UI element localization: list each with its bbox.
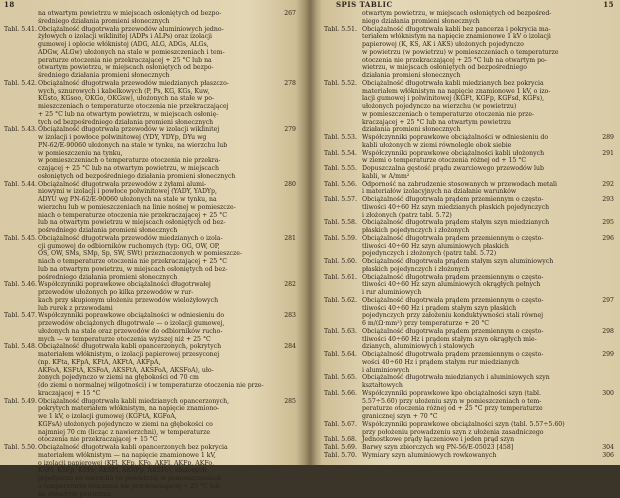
entry-description-line: Obciążalność długotrwała przewodów miedzianych o izola-	[38, 235, 270, 243]
table-of-contents-entry	[316, 274, 620, 297]
table-of-contents-entry	[316, 374, 620, 390]
entry-description-line: kach przy skupionym ułożeniu przewodów wielożyłowych	[38, 297, 270, 305]
entry-description-line: 5.57÷5.60) przy ułożeniu szyn w pomieszczeniach o tem-	[362, 398, 592, 406]
table-of-contents-entry	[316, 134, 620, 150]
entry-description-line: tliwości 40÷60 Hz szyn miedzianych płaskich pojedynczych	[362, 204, 592, 212]
entry-description-line: kształtowych	[362, 382, 592, 390]
entry-description-line: niach o temperaturze otoczenia nie przekraczającej + 25 °C	[38, 258, 270, 266]
entry-description-line: Obciążalność długotrwała prądem przemiennym o często-	[362, 297, 592, 305]
entry-description-line: średniego działania promieni słonecznych	[38, 72, 270, 80]
left-page	[0, 0, 304, 465]
entry-table-number: Tabl. 5.64.	[324, 351, 357, 359]
entry-description-line: PN-62/E-90060 ułożonych na stale w tynku, na wierzchu lub	[38, 142, 270, 150]
entry-description	[362, 452, 592, 460]
entry-description-line: na otwartym powietrzu	[38, 491, 270, 498]
entry-table-number: Tabl. 5.57.	[324, 196, 357, 204]
entry-description-line: 6 m/(Ω·mm²) przy temperaturze + 20 °C	[362, 320, 592, 328]
entry-table-number: Tabl. 5.50.	[4, 444, 37, 452]
entry-table-number: Tabl. 5.53.	[324, 134, 357, 142]
entry-table-number: Tabl. 5.60.	[324, 258, 357, 266]
entry-description-line: lub rurek z przewodami	[38, 305, 270, 313]
entry-description	[362, 274, 592, 297]
entry-description-line: lub na otwartym powietrzu, w miejscach osłoniętych od bez-	[38, 266, 270, 274]
entry-description-line: Obciążalność długotrwała przewodów w izolacji wiklinitej	[38, 126, 270, 134]
entry-description-line: mych — w temperaturze otoczenia wyższej niż + 25 °C	[38, 336, 270, 344]
table-of-contents-entry	[0, 343, 304, 397]
entry-page-number: 281	[284, 235, 296, 243]
entry-description-line: na otwartym powietrzu w miejscach osłoniętych od bezpo-	[38, 10, 270, 18]
entry-description	[362, 374, 592, 390]
entry-page-number: 289	[602, 134, 614, 142]
entry-description	[362, 351, 592, 374]
entry-table-number: Tabl. 5.41.	[4, 26, 37, 34]
entry-description-line: i aluminiowych	[362, 367, 592, 375]
entry-description	[38, 181, 270, 235]
entry-description-line: materiałem włóknistym, o izolacji papierowej przesyconej	[38, 351, 270, 359]
entry-description-line: przy położeniu prowadzeniu szyn z ułożenia zasadniczego	[362, 429, 592, 437]
table-of-contents-entry	[316, 10, 620, 26]
table-of-contents-entry	[316, 390, 620, 421]
table-of-contents-entry	[316, 421, 620, 437]
entry-description-line: otwartym powietrzu, w miejscach osłoniętych od bezpo-	[38, 64, 270, 72]
entry-description	[38, 80, 270, 127]
entry-description	[362, 297, 592, 328]
table-of-contents-entry	[316, 80, 620, 134]
entry-description-line: we 1 kV, o izolacji gumowej (KGFtA, KGFoA,	[38, 413, 270, 421]
entry-description	[362, 390, 592, 421]
entry-description-line: Obciążalność długotrwała miedzianych i aluminiowych szyn	[362, 374, 592, 382]
entry-description-line: żyłowych o izolacji wiklinitej (ADPs i ALPs) oraz izolacji	[38, 33, 270, 41]
table-of-contents-entry	[316, 444, 620, 452]
entry-page-number: 298	[602, 328, 614, 336]
entry-table-number: Tabl. 5.70.	[324, 452, 357, 460]
entry-description-line: Współczynniki poprawkowe obciążalności kabli ułożonych	[362, 150, 592, 158]
entry-page-number: 296	[602, 235, 614, 243]
entry-description-line: otoczenia nie przekraczającej + 25 °C lub na otwartym po-	[362, 57, 592, 65]
entry-description	[38, 235, 270, 282]
entry-description-line: średniego działania promieni słonecznych	[38, 18, 270, 26]
entry-description-line: kraczającej + 25 °C lub na otwartym powietrzu	[362, 119, 592, 127]
entry-description	[362, 150, 592, 166]
table-of-contents-entry	[0, 10, 304, 26]
entry-description-line: płaskich pojedynczych i złożonych	[362, 227, 592, 235]
entry-description	[362, 10, 592, 26]
entry-table-number: Tabl. 5.56.	[324, 181, 357, 189]
entry-description-line: tliwości 40÷60 Hz szyn aluminiowych okrągłych pełnych	[362, 281, 592, 289]
entry-description-line: dzianych, aluminiowych i stalowych	[362, 343, 592, 351]
entry-description-line: i materiałów izolacyjnych na działanie warunków	[362, 188, 592, 196]
entry-description-line: Obciążalność długotrwała prądem przemiennym o często-	[362, 235, 592, 243]
entry-description-line: pośredniego działania promieni słonecznych	[38, 227, 270, 235]
entry-table-number: Tabl. 5.48.	[4, 343, 37, 351]
entry-description-line: niach o temperaturze otoczenia nie przekraczającej + 25 °C	[38, 212, 270, 220]
entry-description-line: wierzchu lub w pomieszczeniach na linie nośnej w pomieszcze-	[38, 204, 270, 212]
entry-table-number: Tabl. 5.47.	[4, 312, 37, 320]
table-of-contents-entry	[0, 312, 304, 343]
entry-table-number: Tabl. 5.45.	[4, 235, 37, 243]
entry-description-line: otoczenia nie przekraczającej + 15 °C	[38, 436, 270, 444]
entry-description	[38, 126, 270, 180]
table-of-contents-entry	[316, 196, 620, 219]
entry-description-line: pokrytych materiałem włóknistym, na napięcie znamiono-	[38, 405, 270, 413]
entry-table-number: Tabl. 5.51.	[324, 26, 357, 34]
entry-description	[362, 26, 592, 80]
entry-description-line: Obciążalność długotrwała prądem przemiennym o często-	[362, 351, 592, 359]
entry-description-line: wych, sznurowych i kabelkowych (P, Ps, KG, KGs, Kuw,	[38, 88, 270, 96]
entry-description-line: działania promieni słonecznych	[362, 72, 592, 80]
entry-description	[362, 421, 592, 437]
entry-description-line: peraturze otoczenia nie przekraczającej + 25 °C lub na	[38, 57, 270, 65]
entry-description-line: materiałem włóknistym na napięcie znamionowe 1 kV, o izo-	[362, 88, 592, 96]
entry-table-number: Tabl. 5.59.	[324, 235, 357, 243]
entry-page-number: 267	[284, 10, 296, 18]
entry-description	[362, 134, 592, 150]
entry-description-line: + 25 °C lub na otwartym powietrzu, w miejscach osłonię-	[38, 111, 270, 119]
entry-description	[362, 235, 592, 258]
entry-description	[362, 196, 592, 219]
entry-description-line: Obciążalność długotrwała prądem przemiennym o często-	[362, 274, 592, 282]
entry-description-line: niego działania promieni słonecznych	[362, 18, 592, 26]
entry-description-line: i złożonych (patrz tabl. 5.72)	[362, 212, 592, 220]
entry-description-line: (np. KFta, KFpA, KFtA, AKFtA, AKFpA,	[38, 359, 270, 367]
entry-description-line: papierowej (K, KS, AK i AKS) ułożonych pojedynczo	[362, 41, 592, 49]
entry-description	[362, 165, 592, 181]
entry-description-line: KSFl, KSFp, KSFo, AKSFl, AKSFp, AKSFo), ułożonych	[38, 467, 270, 475]
right-page-number: 15	[603, 0, 614, 9]
entry-description-line: w ziemi o temperaturze otoczenia różnej od + 15 °C	[362, 157, 592, 165]
table-of-contents-entry	[316, 235, 620, 258]
entry-description-line: Współczynniki poprawkowe obciążalności w odniesieniu do	[38, 312, 270, 320]
table-of-contents-entry	[316, 258, 620, 274]
entry-description-line: materiałem włóknistym — na napięcie znamionowe 1 kV,	[38, 452, 270, 460]
entry-page-number: 292	[602, 181, 614, 189]
entry-description-line: Obciążalność długotrwała przewodów z żyłami alumi-	[38, 181, 270, 189]
entry-description-line: Obciążalność długotrwała kabli opancerzonych, pokrytych	[38, 343, 270, 351]
entry-description-line: czającej + 25 °C lub na otwartym powietrzu, w miejscach	[38, 165, 270, 173]
entry-table-number: Tabl. 5.63.	[324, 328, 357, 336]
table-of-contents-entry	[316, 297, 620, 328]
entry-description	[362, 219, 592, 235]
entry-description	[362, 181, 592, 197]
entry-description-line: pośredniego działania promieni słonecznych	[38, 274, 270, 282]
entry-description-line: Współczynniki poprawkowe obciążalności długotrwałej	[38, 281, 270, 289]
entry-description-line: w pomieszczeniu na tynku,	[38, 150, 270, 158]
entry-description	[38, 343, 270, 397]
entry-description	[362, 80, 592, 134]
table-of-contents-entry	[316, 436, 620, 444]
entry-description-line: w pomieszczeniach o temperaturze otoczenia nie przekra-	[38, 157, 270, 165]
entry-description-line: Wymiary szyn aluminiowych rowkowanych	[362, 452, 592, 460]
entry-page-number: 299	[602, 351, 614, 359]
entry-page-number: 282	[284, 281, 296, 289]
entry-description-line: tliwości 40÷60 Hz i prądem stałym szyn okrągłych mie-	[362, 336, 592, 344]
entry-table-number: Tabl. 5.52.	[324, 80, 357, 88]
entry-description-line: płaskich pojedynczych i złożonych	[362, 266, 592, 274]
entry-table-number: Tabl. 5.68.	[324, 436, 357, 444]
table-of-contents-entry	[0, 181, 304, 235]
entry-description-line: Współczynniki poprawkowe kpo obciążalności szyn (tabl.	[362, 390, 592, 398]
entry-description-line: kraczającej + 15 °C	[38, 390, 270, 398]
entry-page-number: 304	[602, 444, 614, 452]
entry-description-line: o izolacji papierowej (KFl, KFp, KFo, AKFl, AKFp, AKFo,	[38, 460, 270, 468]
entry-description-line: Obciążalność długotrwała kabli miedzianych opancerzonych,	[38, 398, 270, 406]
entry-description-line: Jednostkowe prądy łączeniowe i jeden prąd szyn	[362, 436, 592, 444]
entry-description-line: ułożonych pojedynczo na wierzchu (w powietrzu)	[362, 103, 592, 111]
entry-description-line: OS, OW, SMs, SMp, Sp, SW, SWt) przeznaczonych w pomieszcze-	[38, 250, 270, 258]
entry-page-number: 295	[602, 219, 614, 227]
entry-description-line: kabli, w A/mm²	[362, 173, 592, 181]
entry-page-number: 280	[284, 181, 296, 189]
entry-table-number: Tabl. 5.66.	[324, 390, 357, 398]
entry-description-line: granicznej szyn + 70 °C	[362, 413, 592, 421]
entry-table-number: Tabl. 5.58.	[324, 219, 357, 227]
right-page-header: SPIS TABLIC	[336, 0, 393, 9]
entry-description-line: Odporność na zabrudzenie stosowanych w przewodach metali	[362, 181, 592, 189]
table-of-contents-entry	[316, 165, 620, 181]
entry-description-line: Barwy szyn zbiorczych wg PN-56/E-05023 [458]	[362, 444, 592, 452]
entry-description-line: i rur aluminiowych	[362, 289, 592, 297]
entry-description-line: Dopuszczalna gęstość prądu zwarciowego przewodów lub	[362, 165, 592, 173]
table-of-contents-entry	[0, 444, 304, 498]
entry-description-line: Obciążalność długotrwała kabli bez pancerza i pokrycia ma-	[362, 26, 592, 34]
entry-description	[38, 281, 270, 312]
entry-description-line: kabli ułożonych w ziemi równolegle obok siebie	[362, 142, 592, 150]
entry-page-number: 285	[284, 398, 296, 406]
entry-page-number: 306	[602, 452, 614, 460]
entry-description-line: pojedynczo na wierzchu (w powietrzu) w pomieszczeniach	[38, 475, 270, 483]
entry-description-line: mieszczeniach o temperaturze otoczenia nie przekraczającej	[38, 103, 270, 111]
entry-description-line: tliwości 40÷60 Hz i prądem stałym szyn płaskich	[362, 305, 592, 313]
table-of-contents-entry	[0, 235, 304, 282]
entry-description-line: Współczynniki poprawkowe obciążalności w odniesieniu do	[362, 134, 592, 142]
entry-table-number: Tabl. 5.43.	[4, 126, 37, 134]
entry-description	[38, 10, 270, 26]
entry-description-line: tych od bezpośredniego działania promieni słonecznych	[38, 119, 270, 127]
entry-description-line: Obciążalność długotrwała prądem stałym szyn aluminiowych	[362, 258, 592, 266]
entry-description-line: teriałem włóknistym na napięcie znamionowe 1 kV o izolacji	[362, 33, 592, 41]
entry-table-number: Tabl. 5.62.	[324, 297, 357, 305]
left-page-number: 18	[4, 0, 15, 9]
table-of-contents-entry	[0, 80, 304, 127]
entry-description-line: osłoniętych od bezpośredniego działania promieni słonecznych	[38, 173, 270, 181]
entry-description-line: niowymi w izolacji i powłoce polwinitowej (YADY, YADYp,	[38, 188, 270, 196]
entry-table-number: Tabl. 5.54.	[324, 150, 357, 158]
entry-description-line: Obciążalność długotrwała kabli miedzianych bez pokrycia	[362, 80, 592, 88]
entry-description	[362, 328, 592, 351]
entry-description-line: w powietrzu (w powietrzu) w pomieszczeniach o temperaturze	[362, 49, 592, 57]
entry-page-number: 284	[284, 343, 296, 351]
entry-description-line: Obciążalność długotrwała prądem stałym szyn miedzianych	[362, 219, 592, 227]
entry-description-line: przewodów obciążonych długotrwale — o izolacji gumowej,	[38, 320, 270, 328]
entry-description-line: cji gumowej do odbiorników ruchomych (typ: OG, OW, OP,	[38, 243, 270, 251]
entry-page-number: 293	[602, 196, 614, 204]
entry-description	[362, 258, 592, 274]
table-of-contents-entry	[316, 452, 620, 460]
entry-page-number: 291	[602, 150, 614, 158]
entry-description-line: otwartym powietrzu, w miejscach osłoniętych od bezpośred-	[362, 10, 592, 18]
table-of-contents-entry	[0, 126, 304, 180]
entry-page-number: 300	[602, 390, 614, 398]
entry-description-line: żonych pojedynczo w ziemi na głębokości od 70 cm	[38, 374, 270, 382]
entry-description-line: (do ziemi o normalnej wilgotności) i w temperaturze otoczenia nie prze-	[38, 382, 270, 390]
entry-table-number: Tabl. 5.44.	[4, 181, 37, 189]
right-page	[316, 0, 620, 465]
entry-description-line: w izolacji i powłoce polwinitowej (YDY, YDYp, DYu wg	[38, 134, 270, 142]
entry-description-line: Współczynniki poprawkowe obciążalności szyn (tabl. 5.57÷5.60)	[362, 421, 592, 429]
entry-description	[362, 436, 592, 444]
table-of-contents-entry	[0, 398, 304, 445]
entry-description-line: gumowej i oplocie włóknistej (ADG, ALG, ADGs, ALGs,	[38, 41, 270, 49]
entry-description-line: ułożonych na stale oraz przewodów do odbiorników rucho-	[38, 328, 270, 336]
entry-table-number: Tabl. 5.55.	[324, 165, 357, 173]
entry-description-line: Obciążalność długotrwała prądem przemiennym o często-	[362, 196, 592, 204]
entry-description-line: Obciążalność długotrwała przewodów miedzianych płaszczo-	[38, 80, 270, 88]
entry-table-number: Tabl. 5.49.	[4, 398, 37, 406]
entry-description-line: Obciążalność długotrwała przewodów aluminiowych jedno-	[38, 26, 270, 34]
entry-page-number: 297	[602, 297, 614, 305]
entry-description-line: wości 40÷60 Hz i prądem stałym rur miedzianych	[362, 359, 592, 367]
table-of-contents-entry	[316, 219, 620, 235]
entry-table-number: Tabl. 5.69.	[324, 444, 357, 452]
entry-table-number: Tabl. 5.61.	[324, 274, 357, 282]
entry-page-number: 283	[284, 312, 296, 320]
entry-description-line: tliwości 40÷60 Hz szyn aluminiowych płaskich	[362, 243, 592, 251]
table-of-contents-entry	[316, 181, 620, 197]
table-of-contents-entry	[316, 26, 620, 80]
entry-description-line: ADYU wg PN-62/E-90060 ułożonych na stale w tynku, na	[38, 196, 270, 204]
entry-description-line: najmniej 70 cm (licząc z nawierzchni), w temperaturze	[38, 429, 270, 437]
entry-table-number: Tabl. 5.67.	[324, 421, 357, 429]
entry-description	[38, 312, 270, 343]
table-of-contents-entry	[0, 26, 304, 80]
entry-description-line: peraturze otoczenia różnej od + 25 °C przy temperaturze	[362, 405, 592, 413]
entry-description-line: o temperaturze otoczenia nie przekraczającej + 25 °C lub	[38, 483, 270, 491]
entry-description-line: przewodów ułożonych po kilka przewodów w rur-	[38, 289, 270, 297]
entry-description-line: wietrzu, w miejscach osłoniętych od bezpośredniego	[362, 64, 592, 72]
entry-table-number: Tabl. 5.42.	[4, 80, 37, 88]
entry-table-number: Tabl. 5.65.	[324, 374, 357, 382]
table-of-contents-entry	[316, 351, 620, 374]
entry-description	[38, 444, 270, 498]
entry-description-line: lub na otwartym powietrzu w miejscach osłoniętych od bez-	[38, 219, 270, 227]
entry-description-line: Obciążalność długotrwała prądem przemiennym o często-	[362, 328, 592, 336]
table-of-contents-entry	[316, 150, 620, 166]
entry-description-line: pojedynczych i złożonych (patrz tabl. 5.72)	[362, 250, 592, 258]
entry-description-line: działania promieni słonecznych	[362, 126, 592, 134]
entry-page-number: 278	[284, 80, 296, 88]
entry-description-line: KGFsA) ułożonych pojedynczo w ziemi na głębokości co	[38, 421, 270, 429]
entry-description-line: KGsto, KGsoo, OKGo, OKGsw), ułożonych na stałe w po-	[38, 95, 270, 103]
entry-description-line: AKFoA, KSFtA, KSFoA, AKSFtA, AKSFoA, AKSFoA), uło-	[38, 367, 270, 375]
table-of-contents-entry	[0, 281, 304, 312]
table-of-contents-entry	[316, 328, 620, 351]
entry-description	[38, 26, 270, 80]
entry-description	[38, 398, 270, 445]
entry-description-line: pojedynczych przy założeniu konduktywności stali równej	[362, 312, 592, 320]
entry-description-line: ADGw, ALGw) ułożonych na stale w pomieszczeniach i tem-	[38, 49, 270, 57]
entry-description	[362, 444, 592, 452]
entry-description-line: w pomieszczeniach o temperaturze otoczenia nie prze-	[362, 111, 592, 119]
entry-page-number: 279	[284, 126, 296, 134]
entry-table-number: Tabl. 5.46.	[4, 281, 37, 289]
entry-description-line: lacji gumowej i polwinitowej (KGFt, KGFp, KGFsd, KGFs),	[362, 95, 592, 103]
entry-description-line: Obciążalność długotrwała kabli opancerzonych bez pokrycia	[38, 444, 270, 452]
